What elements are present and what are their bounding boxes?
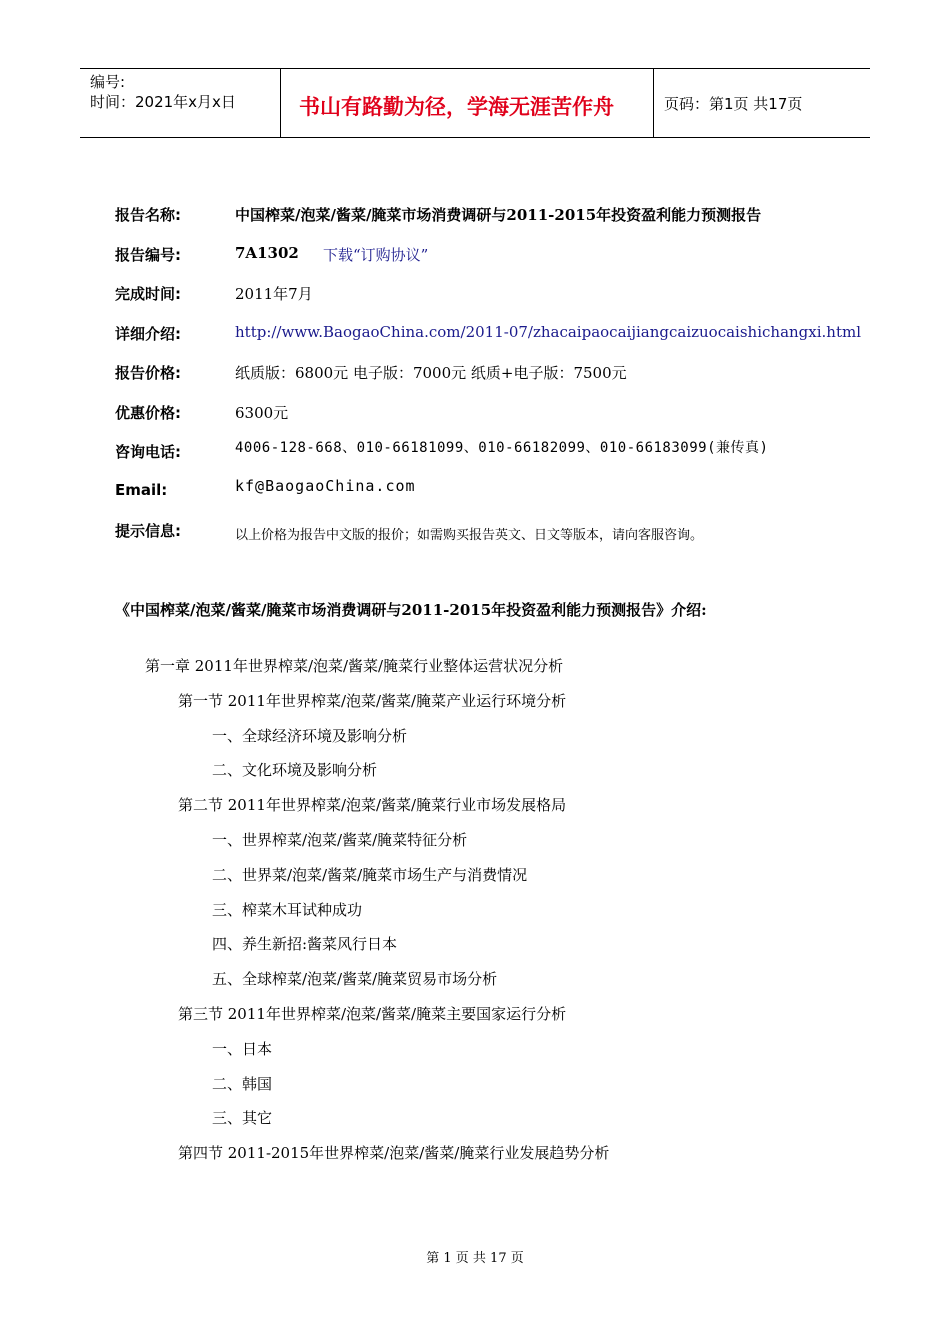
report-info bbox=[115, 200, 875, 556]
discount-price: 6300元 bbox=[235, 403, 289, 422]
page-header bbox=[80, 68, 870, 138]
info-label: 报告价格: bbox=[115, 364, 181, 382]
report-code: 7A1302 bbox=[235, 243, 299, 262]
toc-item: 四、养生新招:酱菜风行日本 bbox=[212, 935, 398, 954]
info-label: 咨询电话: bbox=[115, 443, 181, 461]
intro-heading: 《中国榨菜/泡菜/酱菜/腌菜市场消费调研与2011-2015年投资盈利能力预测报告》介绍: bbox=[115, 601, 707, 619]
completion-date: 2011年7月 bbox=[235, 285, 313, 303]
info-row-code bbox=[115, 240, 875, 280]
detail-url-link[interactable]: http://www.BaogaoChina.com/2011-07/zhacaipaocaijiangcaizuocaishichangxi.html bbox=[235, 322, 862, 341]
info-row-date bbox=[115, 279, 875, 319]
info-row-name bbox=[115, 200, 875, 240]
info-row-discount bbox=[115, 398, 875, 438]
time-line: 时间：2021年x月x日 bbox=[90, 93, 236, 111]
toc-item: 二、世界菜/泡菜/酱菜/腌菜市场生产与消费情况 bbox=[212, 865, 528, 884]
report-name: 中国榨菜/泡菜/酱菜/腌菜市场消费调研与2011-2015年投资盈利能力预测报告 bbox=[235, 206, 762, 224]
toc-item: 五、全球榨菜/泡菜/酱菜/腌菜贸易市场分析 bbox=[212, 970, 498, 989]
page-footer: 第 1 页 共 17 页 bbox=[426, 1251, 524, 1266]
info-row-detail bbox=[115, 319, 875, 359]
report-price: 纸质版：6800元 电子版：7000元 纸质+电子版：7500元 bbox=[235, 364, 627, 382]
notice-text: 以上价格为报告中文版的报价；如需购买报告英文、日文等版本，请向客服咨询。 bbox=[235, 528, 704, 543]
toc-item: 第三节 2011年世界榨菜/泡菜/酱菜/腌菜主要国家运行分析 bbox=[178, 1005, 567, 1023]
header-page-info: 页码：第1页 共17页 bbox=[664, 95, 803, 113]
info-label: 详细介绍: bbox=[115, 324, 181, 343]
info-row-notice bbox=[115, 516, 875, 556]
toc-item: 二、文化环境及影响分析 bbox=[212, 761, 378, 780]
download-agreement-link[interactable]: 下载“订购协议” bbox=[323, 245, 429, 264]
toc-item: 三、榨菜木耳试种成功 bbox=[212, 900, 363, 919]
toc-item: 三、其它 bbox=[212, 1109, 273, 1128]
email-address: kf@BaogaoChina.com bbox=[235, 476, 416, 495]
info-row-phone bbox=[115, 437, 875, 477]
toc-item: 第一节 2011年世界榨菜/泡菜/酱菜/腌菜产业运行环境分析 bbox=[178, 691, 567, 710]
info-label: 报告名称: bbox=[115, 206, 181, 224]
info-row-email bbox=[115, 477, 875, 517]
header-motto-cell bbox=[281, 69, 654, 137]
info-row-price bbox=[115, 358, 875, 398]
toc-item: 二、韩国 bbox=[212, 1074, 273, 1093]
number-label: 编号: bbox=[90, 73, 126, 91]
toc-item: 第二节 2011年世界榨菜/泡菜/酱菜/腌菜行业市场发展格局 bbox=[178, 796, 567, 815]
toc-item: 第四节 2011-2015年世界榨菜/泡菜/酱菜/腌菜行业发展趋势分析 bbox=[178, 1144, 610, 1163]
info-label: 报告编号: bbox=[115, 245, 181, 264]
info-label: 优惠价格: bbox=[115, 403, 181, 422]
phone-numbers: 4006-128-668、010-66181099、010-66182099、010-66183099(兼传真) bbox=[235, 440, 769, 456]
info-label: Email: bbox=[115, 480, 168, 499]
toc-item: 一、日本 bbox=[212, 1039, 273, 1058]
header-motto: 书山有路勤为径，学海无涯苦作舟 bbox=[299, 95, 614, 119]
info-label: 提示信息: bbox=[115, 522, 181, 540]
toc-item: 一、全球经济环境及影响分析 bbox=[212, 726, 408, 745]
toc-item: 一、世界榨菜/泡菜/酱菜/腌菜特征分析 bbox=[212, 831, 468, 849]
toc-item: 第一章 2011年世界榨菜/泡菜/酱菜/腌菜行业整体运营状况分析 bbox=[145, 657, 564, 675]
header-meta bbox=[80, 69, 281, 137]
info-label: 完成时间: bbox=[115, 285, 181, 303]
